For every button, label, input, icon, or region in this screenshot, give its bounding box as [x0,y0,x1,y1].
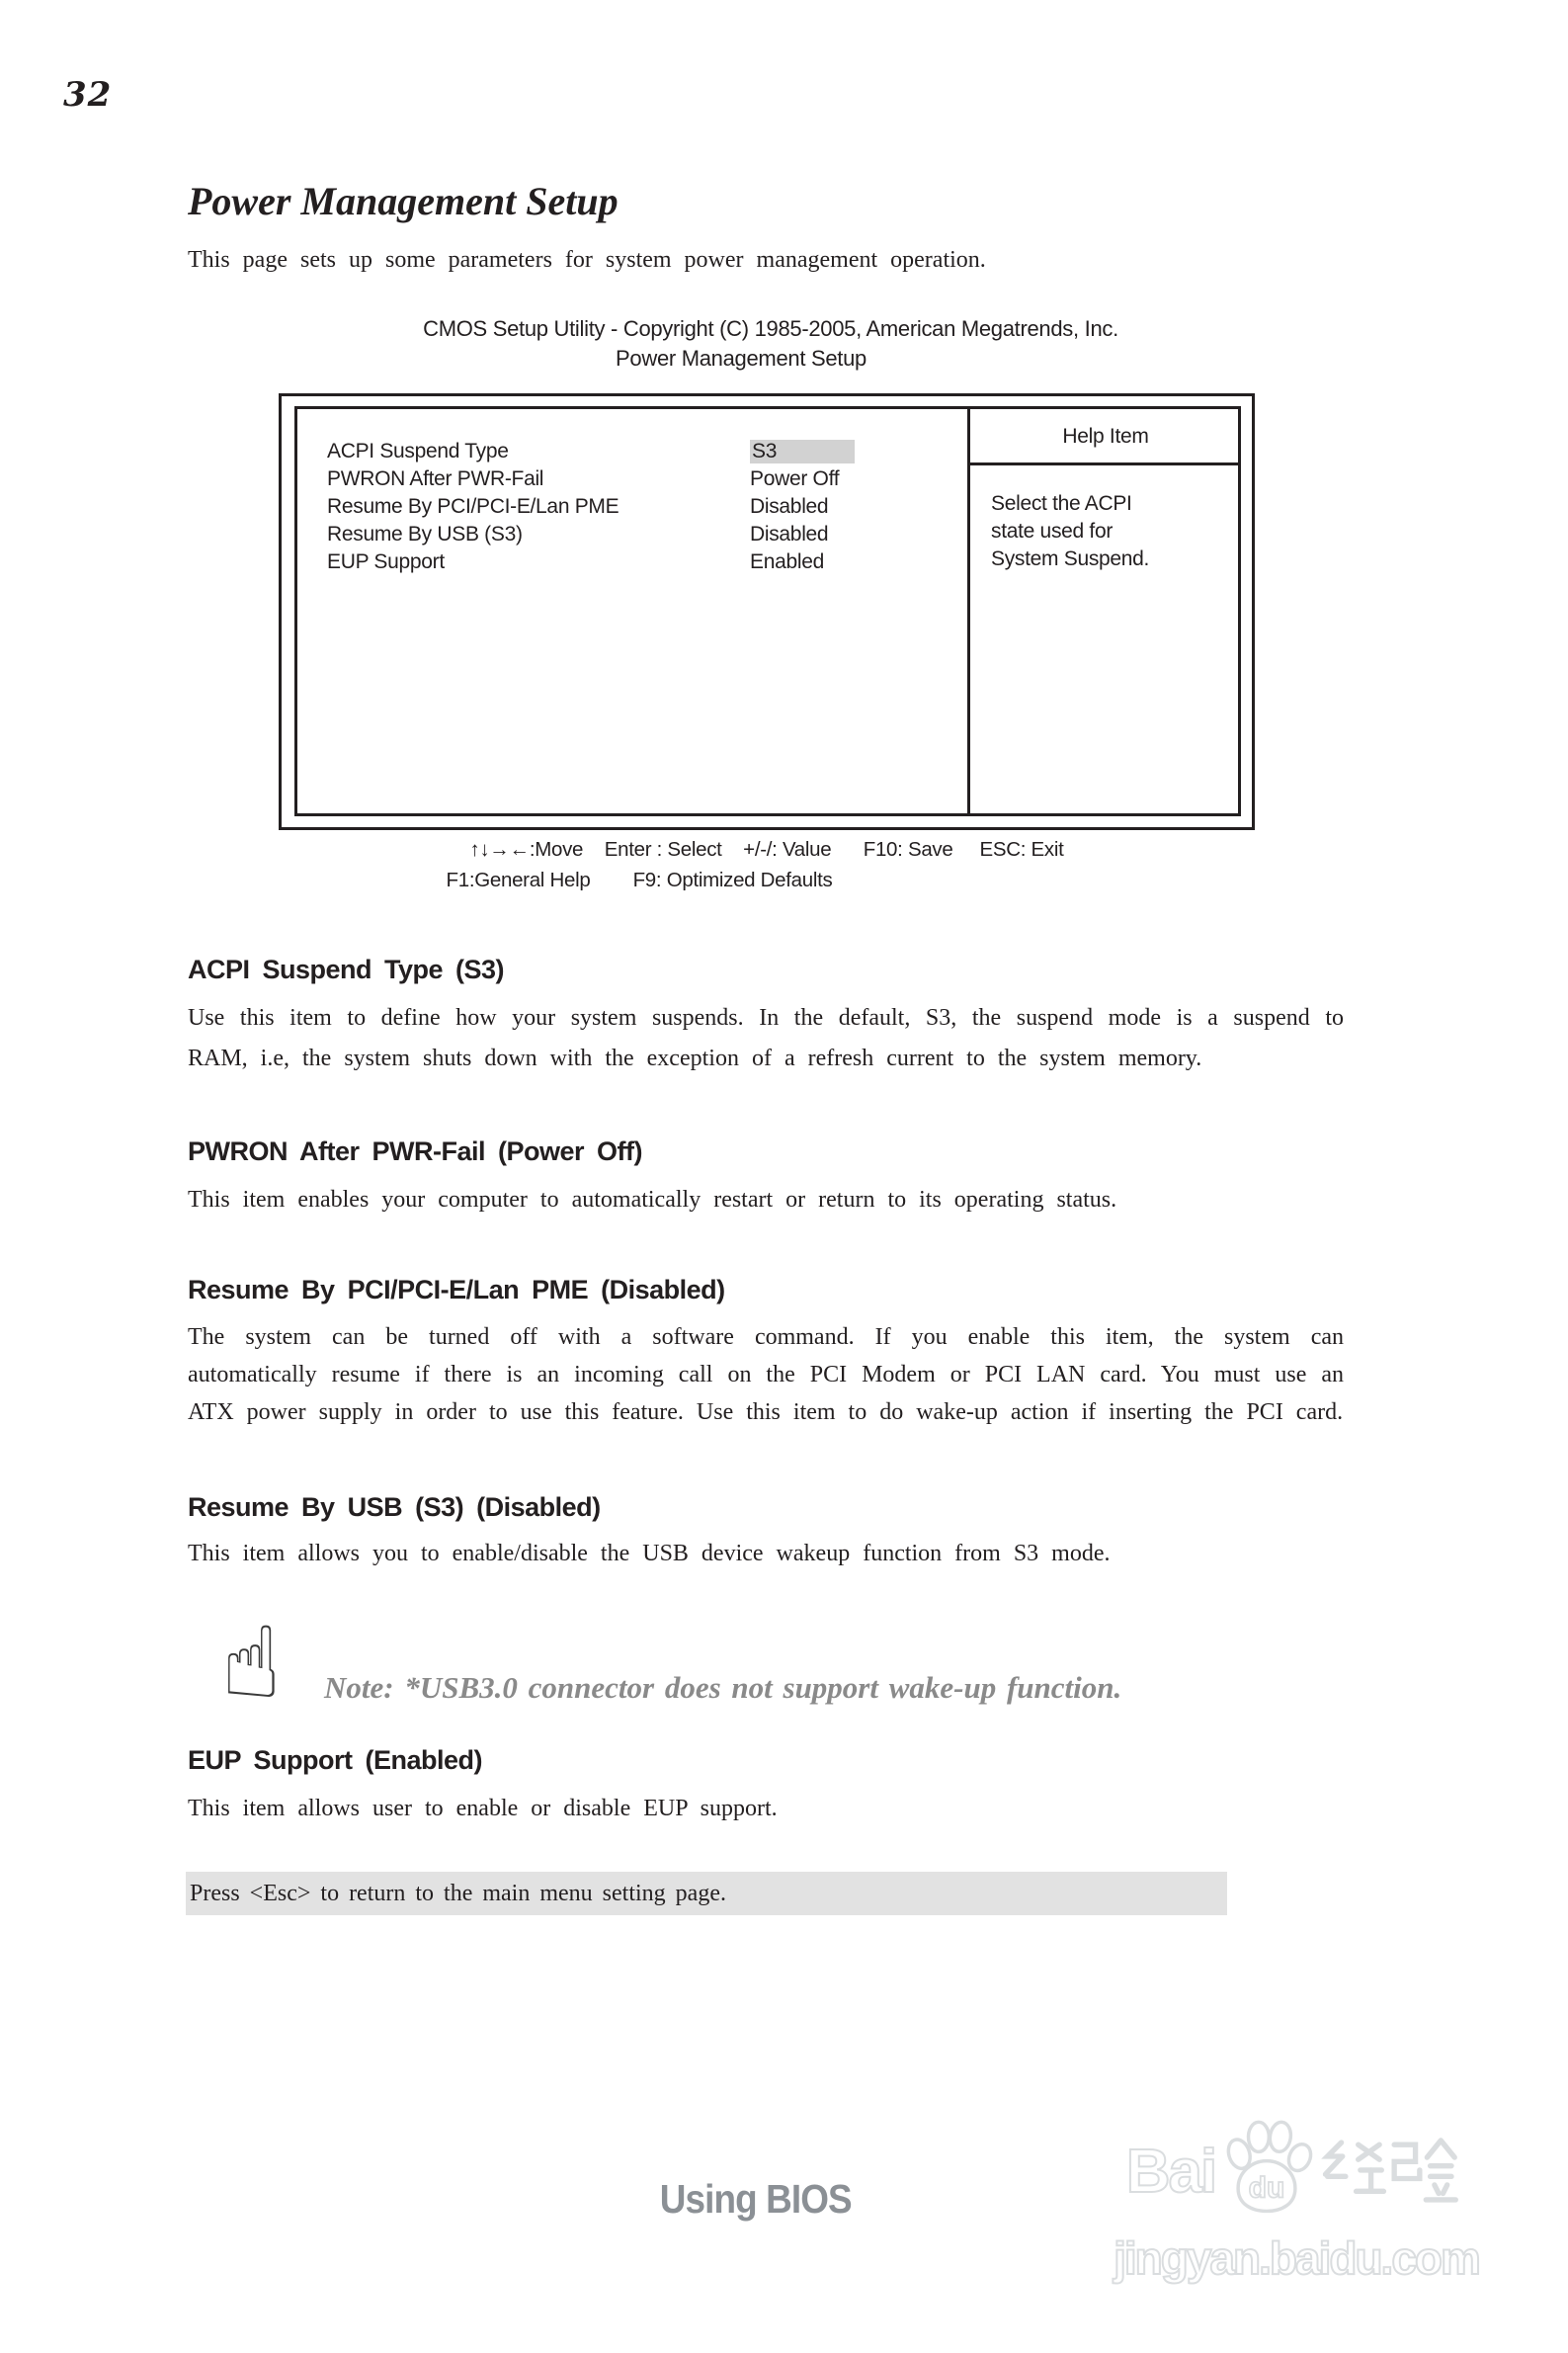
bios-option-label: EUP Support [327,550,445,573]
bios-option-value: Enabled [750,550,824,573]
help-column-divider [967,409,970,813]
page-number: 32 [63,75,113,115]
intro-paragraph: This page sets up some parameters for system power management operation. [188,247,986,273]
watermark-du-text: du [1248,2171,1285,2205]
section-body: This item allows you to enable/disable the USB device wakeup function from S3 mode. [188,1541,1111,1566]
page-title: Power Management Setup [188,179,619,223]
section-heading-acpi-suspend-type: ACPI Suspend Type (S3) [188,955,505,984]
watermark-logo-row [1099,2117,1494,2226]
baidu-jingyan-watermark [1099,2117,1494,2285]
bios-key-legend-line1: ↑↓→←:Move Enter : Select +/-/: Value F10: Save ESC: Exit [469,838,1064,861]
footer-chapter-title-text: Using BIOS [660,2176,852,2222]
cmos-subtitle: Power Management Setup [616,346,867,371]
bios-option-value-selected: S3 [750,440,855,463]
section-body: The system can be turned off with a software command. If you enable this item, the system can automatically resume if there is an incoming call on the PCI Modem or PCI LAN card. You must use an ATX power supply in order to use this feature. Use this item to do wake-up action if inserting the PCI card. [188,1324,1344,1425]
bios-option-label: Resume By USB (S3) [327,523,523,546]
note-text: Note: *USB3.0 connector does not support wake-up function. [324,1670,1122,1705]
help-item-header: Help Item [1062,425,1149,448]
help-text [991,490,1228,573]
section-heading-eup-support: EUP Support (Enabled) [188,1745,483,1775]
section-heading-resume-by-pci: Resume By PCI/PCI-E/Lan PME (Disabled) [188,1275,725,1304]
bios-option-label: Resume By PCI/PCI-E/Lan PME [327,495,619,518]
section-body: Use this item to define how your system suspends. In the default, S3, the suspend mode is a suspend to RAM, i.e, the system shuts down with the exception of a refresh current to the system memory. [188,1005,1344,1071]
esc-instruction-bar [186,1872,1227,1915]
bios-option-value: Disabled [750,523,829,546]
help-text-line: state used for [991,520,1114,543]
section-heading-pwron-after-pwr-fail: PWRON After PWR-Fail (Power Off) [188,1136,642,1166]
bios-option-value: Power Off [750,467,840,490]
watermark-url: jingyan.baidu.com [1114,2232,1479,2284]
pointing-hand-icon: ☝ [221,1605,282,1721]
help-text-line: System Suspend. [991,547,1150,570]
bios-option-label: ACPI Suspend Type [327,440,509,462]
bios-key-legend-line2: F1:General Help F9: Optimized Defaults [446,869,833,891]
section-body: This item allows user to enable or disable EUP support. [188,1796,778,1821]
bios-screen [294,406,1241,816]
cmos-copyright-line: CMOS Setup Utility - Copyright (C) 1985-2005, American Megatrends, Inc. [423,316,1118,341]
bios-option-value: Disabled [750,495,829,518]
esc-instruction-text: Press <Esc> to return to the main menu setting page. [190,1881,726,1906]
watermark-bai-text: Bai [1125,2137,1216,2206]
watermark-chinese-jingyan [1318,2133,1466,2210]
baidu-paw-icon [1215,2120,1318,2223]
section-heading-resume-by-usb: Resume By USB (S3) (Disabled) [188,1492,601,1522]
help-text-line: Select the ACPI [991,492,1132,515]
help-header-divider [970,462,1241,465]
section-body: This item enables your computer to automatically restart or return to its operating status. [188,1187,1117,1213]
bios-option-label: PWRON After PWR-Fail [327,467,544,490]
